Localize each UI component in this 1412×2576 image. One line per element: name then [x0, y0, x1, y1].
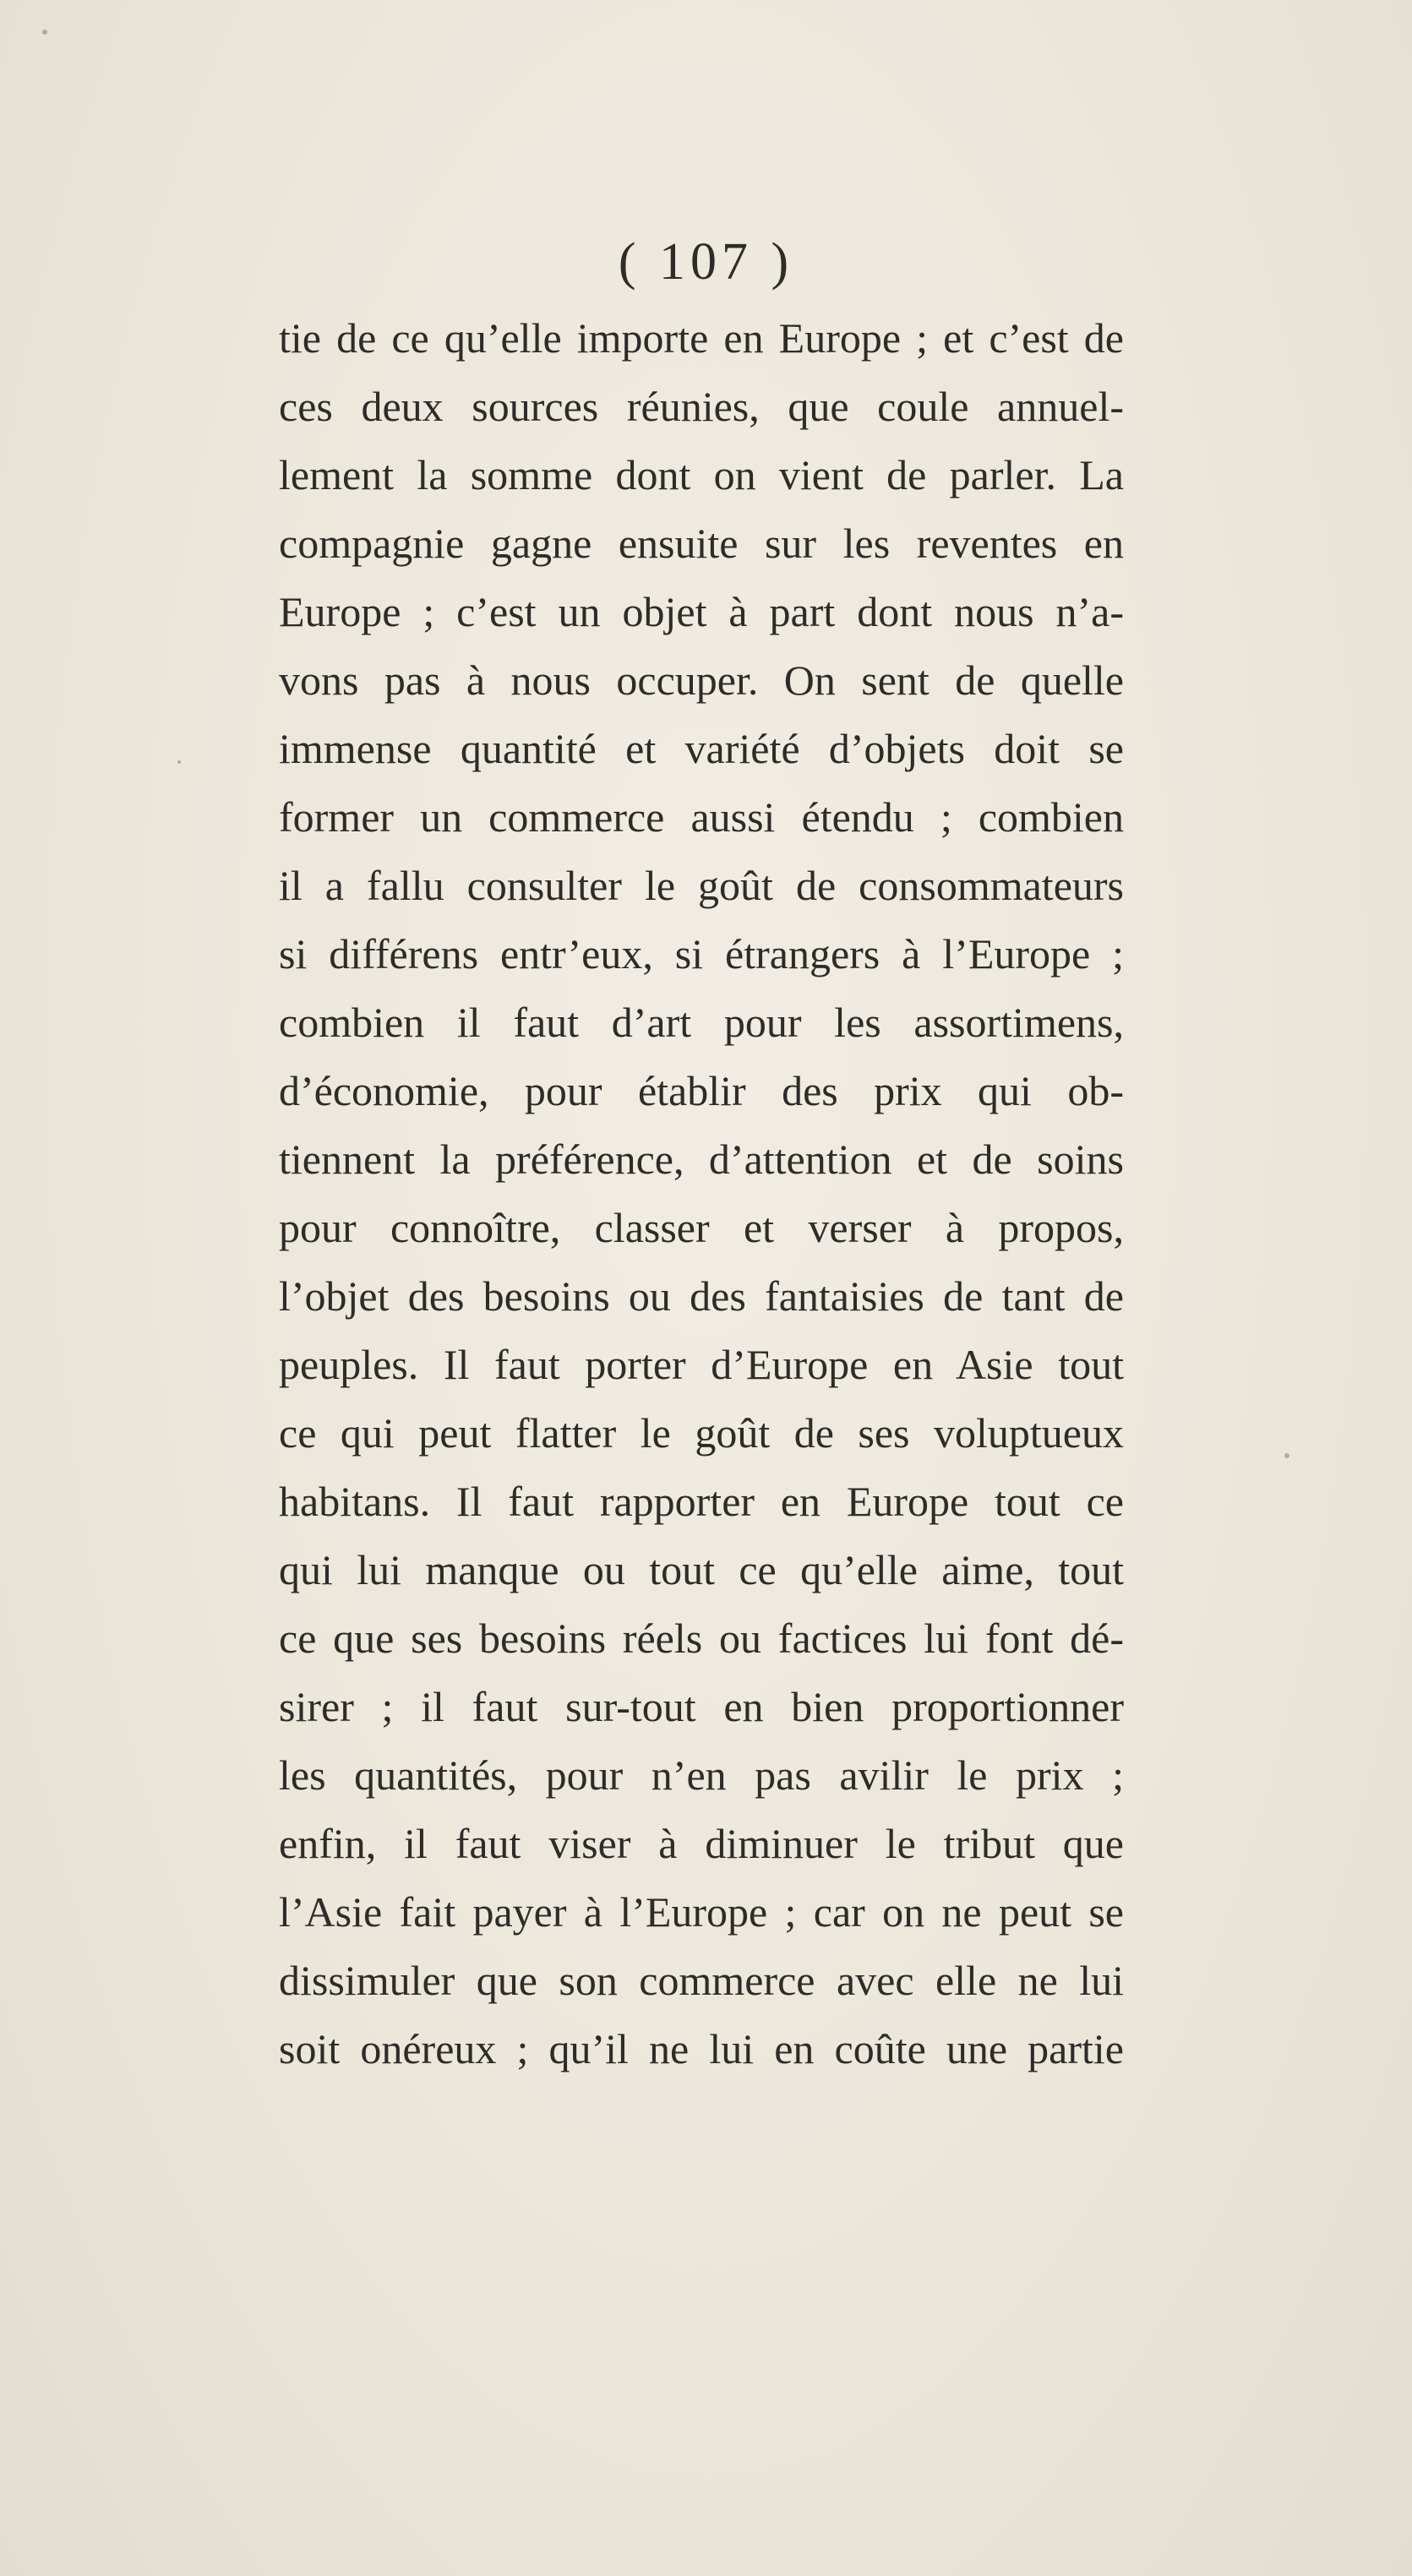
text-line: l’objet des besoins ou des fantaisies de tant de	[279, 1272, 1124, 1320]
text-line: enfin, il faut viser à diminuer le tribut que	[279, 1820, 1124, 1867]
text-line: former un commerce aussi étendu ; combien	[279, 793, 1124, 841]
page-number: ( 107 )	[618, 233, 794, 291]
text-line: qui lui manque ou tout ce qu’elle aime, tout	[279, 1546, 1124, 1593]
text-line: si différens entr’eux, si étrangers à l’Europe ;	[279, 930, 1124, 978]
text-line: pour connoître, classer et verser à propos,	[279, 1204, 1124, 1251]
text-line: compagnie gagne ensuite sur les reventes en	[279, 520, 1124, 567]
text-line: habitans. Il faut rapporter en Europe tout ce	[279, 1478, 1124, 1525]
text-line: immense quantité et variété d’objets doit se	[279, 725, 1124, 772]
text-line: l’Asie fait payer à l’Europe ; car on ne peut se	[279, 1888, 1124, 1936]
paper-speck	[1284, 1453, 1289, 1458]
body-text	[279, 304, 1124, 2083]
text-line: tie de ce qu’elle importe en Europe ; et c’est de	[279, 314, 1124, 362]
text-line: soit onéreux ; qu’il ne lui en coûte une partie	[279, 2025, 1124, 2072]
paper-speck	[42, 30, 47, 35]
text-line: ces deux sources réunies, que coule annuel-	[279, 383, 1124, 430]
text-line: vons pas à nous occuper. On sent de quelle	[279, 656, 1124, 704]
text-line: Europe ; c’est un objet à part dont nous n’a-	[279, 588, 1124, 635]
paper-speck	[177, 760, 181, 764]
text-line: les quantités, pour n’en pas avilir le prix ;	[279, 1751, 1124, 1799]
text-line: il a fallu consulter le goût de consommateurs	[279, 862, 1124, 909]
text-line: dissimuler que son commerce avec elle ne lui	[279, 1957, 1124, 2004]
text-line: sirer ; il faut sur-tout en bien proportionner	[279, 1683, 1124, 1730]
text-line: peuples. Il faut porter d’Europe en Asie tout	[279, 1341, 1124, 1388]
text-line: lement la somme dont on vient de parler. La	[279, 451, 1124, 498]
text-line: tiennent la préférence, d’attention et de soins	[279, 1136, 1124, 1183]
text-line: combien il faut d’art pour les assortimens,	[279, 999, 1124, 1046]
text-line: ce qui peut flatter le goût de ses voluptueux	[279, 1409, 1124, 1457]
text-line: d’économie, pour établir des prix qui ob-	[279, 1067, 1124, 1114]
text-line: ce que ses besoins réels ou factices lui font dé-	[279, 1615, 1124, 1662]
